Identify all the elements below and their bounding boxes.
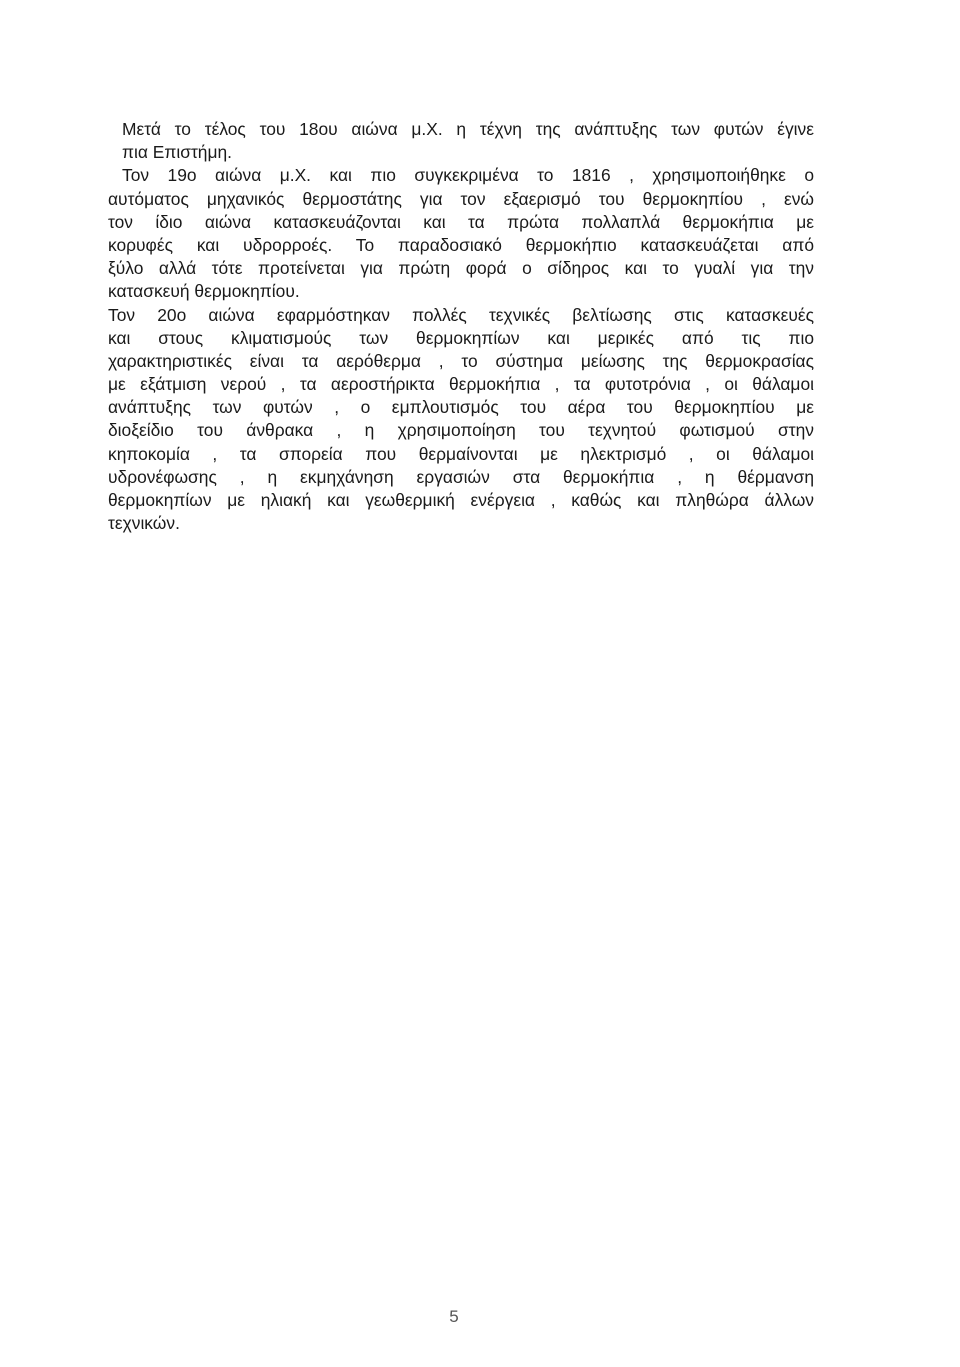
text-line: με εξάτμιση νερού , τα αεροστήρικτα θερμοκήπια , τα φυτοτρόνια , οι θάλαμοι: [108, 374, 814, 395]
text-line: πια Επιστήμη.: [122, 142, 233, 163]
text-line: Τον 20ο αιώνα εφαρμόστηκαν πολλές τεχνικές βελτίωσης στις κατασκευές: [108, 304, 814, 325]
text-line: κορυφές και υδρορροές. Το παραδοσιακό θερμοκήπιο κατασκευάζεται από: [108, 234, 814, 255]
text-line: τον ίδιο αιώνα κατασκευάζονται και τα πρώτα πολλαπλά θερμοκήπια με: [108, 211, 814, 232]
text-line: κατασκευή θερμοκηπίου.: [108, 281, 300, 302]
body-text: [108, 118, 814, 535]
text-line: και στους κλιματισμούς των θερμοκηπίων και μερικές από τις πιο: [108, 327, 814, 348]
text-line: κηποκομία , τα σπορεία που θερμαίνονται με ηλεκτρισμό , οι θάλαμοι: [108, 443, 814, 464]
text-line: υδρονέφωσης , η εκμηχάνηση εργασιών στα θερμοκήπια , η θέρμανση: [108, 466, 814, 487]
text-line: χαρακτηριστικές είναι τα αερόθερμα , το σύστημα μείωσης της θερμοκρασίας: [108, 350, 814, 371]
text-line: τεχνικών.: [108, 513, 180, 534]
text-line: ανάπτυξης των φυτών , ο εμπλουτισμός του αέρα του θερμοκηπίου με: [108, 397, 814, 418]
text-line: θερμοκηπίων με ηλιακή και γεωθερμική ενέργεια , καθώς και πληθώρα άλλων: [108, 490, 814, 510]
text-line: Μετά το τέλος του 18ου αιώνα μ.Χ. η τέχνη της ανάπτυξης των φυτών έγινε: [122, 119, 814, 139]
text-line: αυτόματος μηχανικός θερμοστάτης για τον εξαερισμό του θερμοκηπίου , ενώ: [108, 188, 814, 209]
text-line: Τον 19ο αιώνα μ.Χ. και πιο συγκεκριμένα το 1816 , χρησιμοποιήθηκε ο: [122, 165, 814, 186]
text-line: διοξείδιο του άνθρακα , η χρησιμοποίηση του τεχνητού φωτισμού στην: [108, 420, 814, 441]
text-line: ξύλο αλλά τότε προτείνεται για πρώτη φορά ο σίδηρος και το γυαλί για την: [108, 258, 814, 279]
page-number: 5: [449, 1307, 459, 1326]
